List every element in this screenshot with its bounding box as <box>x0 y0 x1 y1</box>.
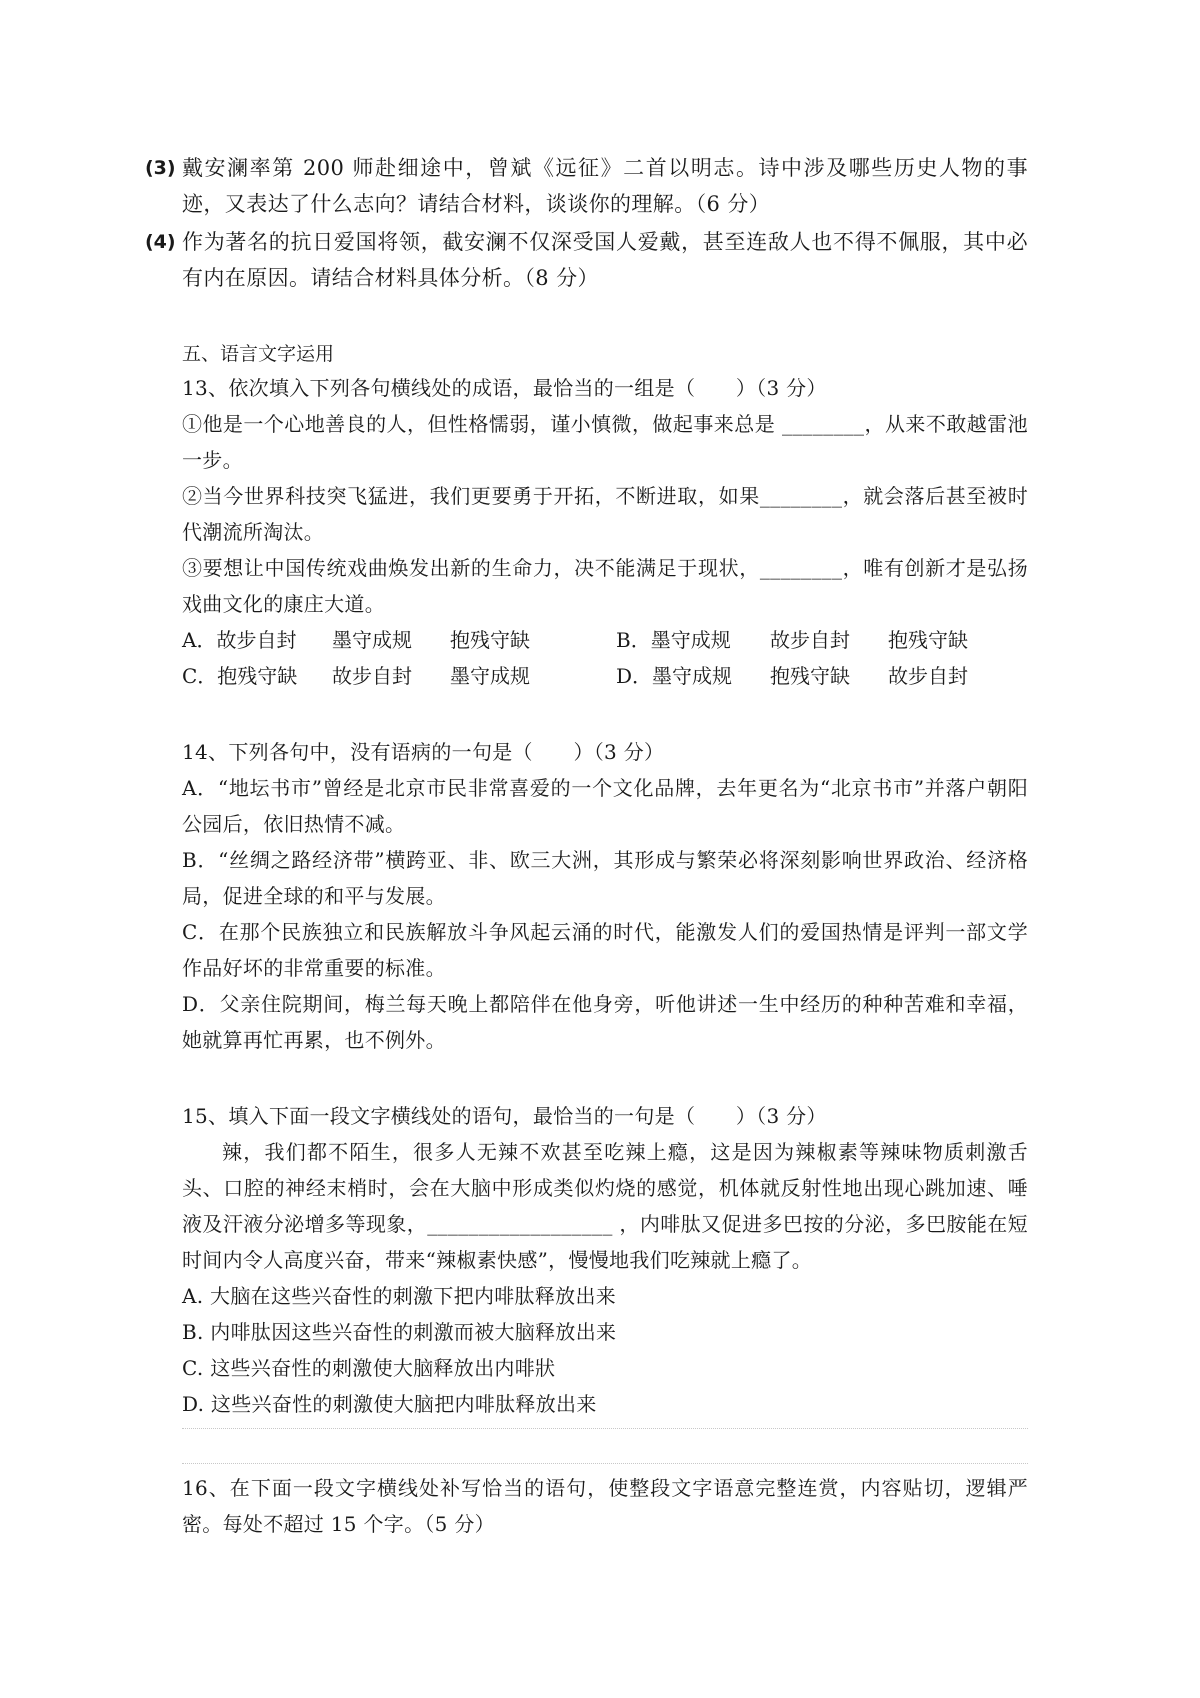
option-c: C．抱残守缺 <box>182 664 298 688</box>
question-text: 戴安澜率第 200 师赴细途中，曾斌《远征》二首以明志。诗中涉及哪些历史人物的事迹，又表达了什么志向？请结合材料，谈谈你的理解。（6 分） <box>182 156 1028 216</box>
option-b-idiom-3: 抱残守缺 <box>888 628 968 652</box>
question-number: (4) <box>145 231 176 253</box>
option-a-idiom-2: 墨守成规 <box>332 628 412 652</box>
question-14-option-d: D．父亲住院期间，梅兰每天晚上都陪伴在他身旁，听他讲述一生中经历的种种苦难和幸福，她就算再忙再累，也不例外。 <box>182 992 1028 1052</box>
dotted-divider <box>182 1428 1028 1429</box>
option-d-idiom-3: 故步自封 <box>888 664 968 688</box>
question-13-options-row-2 <box>182 658 1028 694</box>
question-15-passage: 辣，我们都不陌生，很多人无辣不欢甚至吃辣上瘾，这是因为辣椒素等辣味物质刺激舌头、口腔的神经末梢时，会在大脑中形成类似灼烧的感觉，机体就反射性地出现心跳加速、唾液及汗液分泌增多等现象，__________________ ，内啡肽又促进多巴按的分泌，多巴胺能在短时间内令人高度兴奋，带来“辣椒素快感”，慢慢地我们吃辣就上瘾了。 <box>182 1140 1028 1272</box>
option-d: D．墨守成规 <box>616 664 733 688</box>
question-text: 作为著名的抗日爱国将领，截安澜不仅深受国人爱戴，甚至连敌人也不得不佩服，其中必有内在原因。请结合材料具体分析。（8 分） <box>182 230 1028 290</box>
question-13-sentence-3: ③要想让中国传统戏曲焕发出新的生命力，决不能满足于现状，________，唯有创新才是弘扬戏曲文化的康庄大道。 <box>182 556 1028 616</box>
question-14-option-b: B．“丝绸之路经济带”横跨亚、非、欧三大洲，其形成与繁荣必将深刻影响世界政治、经济格局，促进全球的和平与发展。 <box>182 848 1028 908</box>
question-13-options-row-1 <box>182 622 1028 658</box>
option-c-idiom-2: 故步自封 <box>332 664 412 688</box>
question-13-sentence-2: ②当今世界科技突飞猛进，我们更要勇于开拓，不断进取，如果________，就会落后甚至被时代潮流所淘汰。 <box>182 484 1028 544</box>
option-d-idiom-2: 抱残守缺 <box>770 664 850 688</box>
question-number: (3) <box>145 157 176 179</box>
question-14-option-c: C．在那个民族独立和民族解放斗争风起云涌的时代，能激发人们的爱国热情是评判一部文学作品好坏的非常重要的标准。 <box>182 920 1028 980</box>
question-14-option-a: A．“地坛书市”曾经是北京市民非常喜爱的一个文化品牌，去年更名为“北京书市”并落户朝阳公园后，依旧热情不减。 <box>182 776 1028 836</box>
question-15-option-a: A. 大脑在这些兴奋性的刺激下把内啡肽释放出来 <box>182 1284 617 1308</box>
option-b: B．墨守成规 <box>616 628 731 652</box>
question-15-option-b: B. 内啡肽因这些兴奋性的刺激而被大脑释放出来 <box>182 1320 617 1344</box>
option-a-idiom-3: 抱残守缺 <box>450 628 530 652</box>
option-c-idiom-3: 墨守成规 <box>450 664 530 688</box>
option-b-idiom-2: 故步自封 <box>770 628 850 652</box>
option-a: A．故步自封 <box>182 628 297 652</box>
dotted-divider <box>182 1463 1028 1464</box>
section-heading: 五、语言文字运用 <box>182 343 335 365</box>
question-13-stem: 13、依次填入下列各句横线处的成语，最恰当的一组是（ ）（3 分） <box>182 376 827 400</box>
question-16-stem: 16、在下面一段文字横线处补写恰当的语句，使整段文字语意完整连赏，内容贴切，逻辑严密。每处不超过 15 个字。（5 分） <box>182 1476 1028 1536</box>
question-15-option-c: C. 这些兴奋性的刺激使大脑释放出内啡狀 <box>182 1356 556 1380</box>
question-15-option-d: D. 这些兴奋性的刺激使大脑把内啡肽释放出来 <box>182 1392 597 1416</box>
question-15-stem: 15、填入下面一段文字横线处的语句，最恰当的一句是（ ）（3 分） <box>182 1104 827 1128</box>
question-14-stem: 14、下列各句中，没有语病的一句是（ ）（3 分） <box>182 740 665 764</box>
question-13-sentence-1: ①他是一个心地善良的人，但性格懦弱，谨小慎微，做起事来总是 ________，从来不敢越雷池一步。 <box>182 412 1028 472</box>
